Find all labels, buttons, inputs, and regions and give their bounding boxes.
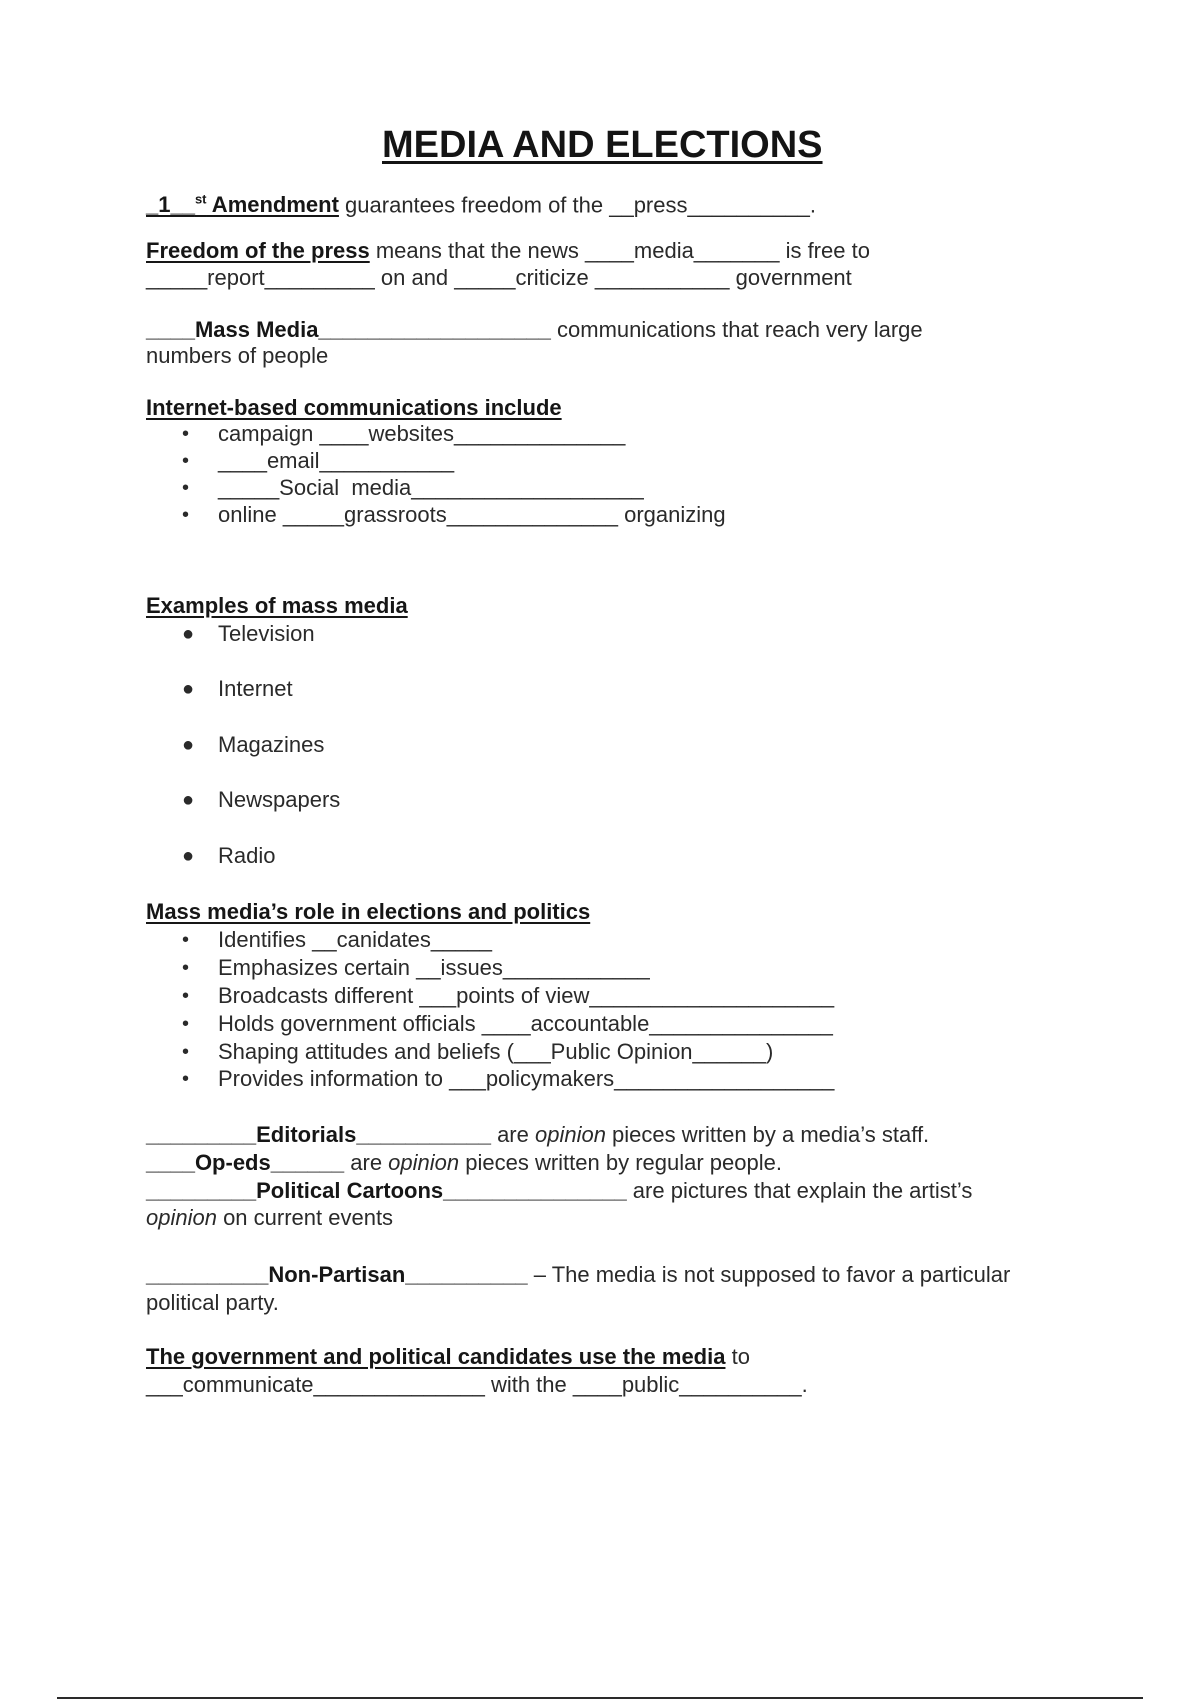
freedom-text: means that the news ____media_______ is free to bbox=[369, 238, 870, 263]
editorials-term: _________Editorials___________ bbox=[146, 1122, 491, 1147]
bullet-icon: ● bbox=[182, 845, 195, 867]
role-heading: Mass media’s role in elections and politics bbox=[146, 899, 591, 924]
government-text: to bbox=[725, 1344, 750, 1369]
nonpartisan-definition: – The media is not supposed to favor a particular bbox=[527, 1262, 1011, 1287]
editorials-line bbox=[146, 1121, 929, 1149]
bullet-icon: • bbox=[182, 1068, 190, 1090]
opeds-text-pre: are bbox=[344, 1150, 389, 1175]
role-item: Provides information to ___policymakers__________________ bbox=[218, 1066, 835, 1091]
government-line-1 bbox=[146, 1343, 750, 1371]
role-item: Shaping attitudes and beliefs (___Public Opinion______) bbox=[218, 1039, 774, 1064]
internet-item: online _____grassroots______________ organizing bbox=[218, 502, 726, 527]
page-title: MEDIA AND ELECTIONS bbox=[382, 124, 823, 166]
editorials-text-post: pieces written by a media’s staff. bbox=[605, 1122, 930, 1147]
amendment-term bbox=[146, 192, 339, 217]
nonpartisan-line-2: political party. bbox=[146, 1290, 279, 1315]
internet-item: _____Social media___________________ bbox=[218, 475, 644, 500]
cartoons-line-1 bbox=[146, 1177, 972, 1205]
bullet-icon: • bbox=[182, 423, 190, 445]
role-item: Holds government officials ____accountable_______________ bbox=[218, 1011, 833, 1036]
bullet-icon: • bbox=[182, 985, 190, 1007]
mass-media-line-1 bbox=[146, 316, 923, 344]
examples-heading: Examples of mass media bbox=[146, 593, 408, 618]
bullet-icon: • bbox=[182, 504, 190, 526]
amendment-line bbox=[146, 186, 816, 219]
amendment-text: guarantees freedom of the __press__________. bbox=[338, 192, 816, 218]
opeds-italic: opinion bbox=[388, 1150, 460, 1175]
editorials-italic: opinion bbox=[534, 1122, 606, 1147]
freedom-term: Freedom of the press bbox=[146, 238, 370, 263]
bullet-icon: • bbox=[182, 477, 190, 499]
editorials-text-pre: are bbox=[490, 1122, 535, 1147]
mass-media-term: ____Mass Media___________________ bbox=[146, 317, 551, 342]
mass-media-definition: communications that reach very large bbox=[550, 317, 923, 342]
amendment-superscript: st bbox=[194, 192, 207, 207]
example-item: Television bbox=[218, 621, 315, 646]
cartoons-term: _________Political Cartoons_______________ bbox=[146, 1178, 627, 1203]
internet-item: ____email___________ bbox=[218, 448, 455, 473]
example-item: Internet bbox=[218, 676, 293, 701]
cartoons-text: are pictures that explain the artist’s bbox=[626, 1178, 973, 1203]
cartoons-text-2: on current events bbox=[216, 1205, 394, 1230]
nonpartisan-line-1 bbox=[146, 1261, 1010, 1289]
government-term: The government and political candidates use the media bbox=[146, 1344, 726, 1369]
cartoons-italic: opinion bbox=[146, 1205, 217, 1230]
freedom-line-2: _____report_________ on and _____criticize ___________ government bbox=[146, 265, 852, 290]
bullet-icon: • bbox=[182, 957, 190, 979]
opeds-line bbox=[146, 1149, 782, 1177]
mass-media-line-2: numbers of people bbox=[146, 343, 329, 368]
bullet-icon: ● bbox=[182, 623, 195, 645]
opeds-term: ____Op-eds______ bbox=[146, 1150, 345, 1175]
amendment-label: Amendment bbox=[206, 192, 339, 218]
bullet-icon: ● bbox=[182, 734, 195, 756]
bullet-icon: • bbox=[182, 929, 190, 951]
cartoons-line-2 bbox=[146, 1204, 393, 1232]
opeds-text-post: pieces written by regular people. bbox=[459, 1150, 782, 1175]
example-item: Magazines bbox=[218, 732, 325, 757]
freedom-line-1 bbox=[146, 237, 870, 265]
amendment-number: _1__ bbox=[146, 192, 195, 218]
internet-item: campaign ____websites______________ bbox=[218, 421, 626, 446]
bullet-icon: • bbox=[182, 1041, 190, 1063]
example-item: Radio bbox=[218, 843, 276, 868]
example-item: Newspapers bbox=[218, 787, 341, 812]
bullet-icon: • bbox=[182, 450, 190, 472]
nonpartisan-term: __________Non-Partisan__________ bbox=[146, 1262, 528, 1287]
role-item: Identifies __canidates_____ bbox=[218, 927, 492, 952]
role-item: Broadcasts different ___points of view____________________ bbox=[218, 983, 835, 1008]
bullet-icon: • bbox=[182, 1013, 190, 1035]
bullet-icon: ● bbox=[182, 678, 195, 700]
page-bottom-rule bbox=[57, 1697, 1143, 1699]
internet-heading: Internet-based communications include bbox=[146, 395, 562, 420]
bullet-icon: ● bbox=[182, 789, 195, 811]
role-item: Emphasizes certain __issues____________ bbox=[218, 955, 650, 980]
government-line-2: ___communicate______________ with the ____public__________. bbox=[146, 1372, 808, 1397]
